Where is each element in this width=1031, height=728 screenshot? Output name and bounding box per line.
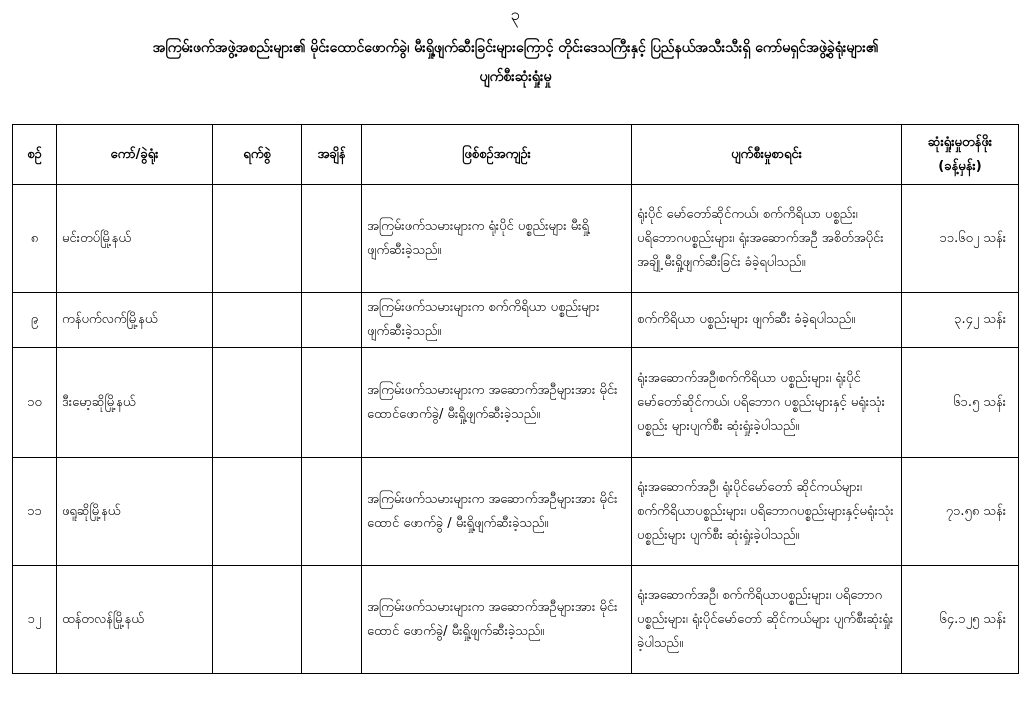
cell-date [213, 293, 302, 348]
cell-amount: ၆၄.၁၂၅ သန်း [902, 566, 1019, 674]
cell-amount: ၆၁.၅ သန်း [902, 348, 1019, 458]
cell-time [302, 185, 362, 293]
table-row [13, 566, 1019, 674]
table-row [13, 185, 1019, 293]
cell-office: မင်းတပ်မြို့နယ် [57, 185, 213, 293]
loss-report-table [12, 124, 1019, 674]
cell-time [302, 293, 362, 348]
cell-office: ကန်ပက်လက်မြို့နယ် [57, 293, 213, 348]
cell-amount: ၁၁.၆၀၂ သန်း [902, 185, 1019, 293]
cell-no: ၁၂ [13, 566, 57, 674]
cell-loss: စက်ကိရိယာ ပစ္စည်းများ ဖျက်ဆီး ခံခဲ့ရပါသည်။ [632, 293, 902, 348]
header-amount: ဆုံးရှုံးမှုတန်ဖိုး (ခန့်မှန်း) [902, 125, 1019, 185]
cell-loss: ရုံးအဆောက်အဦ၊စက်ကိရိယာ ပစ္စည်းများ၊ ရုံးပိုင်မော်တော်ဆိုင်ကယ်၊ ပရိဘောဂ ပစ္စည်းများနှင့် မရုံးသုံးပစ္စည်း များပျက်စီး ဆုံးရှုံးခဲ့ပါသည်။ [632, 348, 902, 458]
table-row [13, 458, 1019, 566]
cell-date [213, 185, 302, 293]
cell-time [302, 348, 362, 458]
header-date: ရက်စွဲ [213, 125, 302, 185]
cell-cause: အကြမ်းဖက်သမားများက အဆောက်အဦများအား မိုင်းထောင် ဖောက်ခွဲ/ မီးရှို့ဖျက်ဆီးခဲ့သည်။ [362, 566, 632, 674]
cell-amount: ၇၁.၅၈ သန်း [902, 458, 1019, 566]
cell-date [213, 566, 302, 674]
cell-time [302, 458, 362, 566]
cell-loss: ရုံးပိုင် မော်တော်ဆိုင်ကယ်၊ စက်ကိရိယာ ပစ္စည်း၊ ပရိဘောဂပစ္စည်းများ၊ ရုံးအဆောက်အဦ အစိတ်အပိုင်းအချို့ မီးရှို့ဖျက်ဆီးခြင်း ခံခဲ့ရပါသည်။ [632, 185, 902, 293]
cell-cause: အကြမ်းဖက်သမားများက အဆောက်အဦများအား မိုင်းထောင်ဖောက်ခွဲ/ မီးရှို့ဖျက်ဆီးခဲ့သည်။ [362, 348, 632, 458]
cell-office: ထန်တလန်မြို့နယ် [57, 566, 213, 674]
cell-no: ၈ [13, 185, 57, 293]
cell-loss: ရုံးအဆောက်အဦ၊ စက်ကိရိယာပစ္စည်းများ၊ ပရိဘောဂပစ္စည်းများ၊ ရုံးပိုင်မော်တော် ဆိုင်ကယ်များ ပျက်စီးဆုံးရှုံး ခဲ့ပါသည်။ [632, 566, 902, 674]
cell-cause: အကြမ်းဖက်သမားများက စက်ကိရိယာ ပစ္စည်းများ ဖျက်ဆီးခဲ့သည်။ [362, 293, 632, 348]
cell-amount: ၃.၄၂ သန်း [902, 293, 1019, 348]
header-office: ကော်/ခွဲရုံး [57, 125, 213, 185]
cell-cause: အကြမ်းဖက်သမားများက အဆောက်အဦများအား မိုင်းထောင် ဖောက်ခွဲ / မီးရှို့ဖျက်ဆီးခဲ့သည်။ [362, 458, 632, 566]
page-number: ၃ [510, 5, 521, 25]
cell-cause: အကြမ်းဖက်သမားများက ရုံးပိုင် ပစ္စည်းများ မီးရှို့ဖျက်ဆီးခဲ့သည်။ [362, 185, 632, 293]
table-row [13, 348, 1019, 458]
header-cause: ဖြစ်စဉ်အကျဉ်း [362, 125, 632, 185]
title-line-1: အကြမ်းဖက်အဖွဲ့အစည်းများ၏ မိုင်းထောင်ဖောက်ခွဲ၊ မီးရှို့ဖျက်ဆီးခြင်းများကြောင့် တိုင်းဒေသကြီးနှင့် ပြည်နယ်အသီးသီးရှိ ကော်မရှင်အဖွဲ့ခွဲရုံးများ၏ [152, 40, 879, 56]
document-title [30, 34, 1001, 92]
header-no: စဉ် [13, 125, 57, 185]
header-loss: ပျက်စီးမှုစာရင်း [632, 125, 902, 185]
cell-loss: ရုံးအဆောက်အဦ၊ ရုံးပိုင်မော်တော် ဆိုင်ကယ်များ၊ စက်ကိရိယာပစ္စည်းများ၊ ပရိဘောဂပစ္စည်းများနှင့်မရုံးသုံးပစ္စည်းများ ပျက်စီး ဆုံးရှုံးခဲ့ပါသည်။ [632, 458, 902, 566]
cell-office: ဖရူဆိုမြို့နယ် [57, 458, 213, 566]
cell-office: ဒီးမော့ဆိုမြို့နယ် [57, 348, 213, 458]
cell-date [213, 458, 302, 566]
cell-date [213, 348, 302, 458]
title-line-2: ပျက်စီးဆုံးရှုံးမှု [479, 69, 552, 85]
header-time: အချိန် [302, 125, 362, 185]
cell-no: ၁၀ [13, 348, 57, 458]
cell-time [302, 566, 362, 674]
cell-no: ၁၁ [13, 458, 57, 566]
table-header-row [13, 125, 1019, 185]
table-row [13, 293, 1019, 348]
cell-no: ၉ [13, 293, 57, 348]
